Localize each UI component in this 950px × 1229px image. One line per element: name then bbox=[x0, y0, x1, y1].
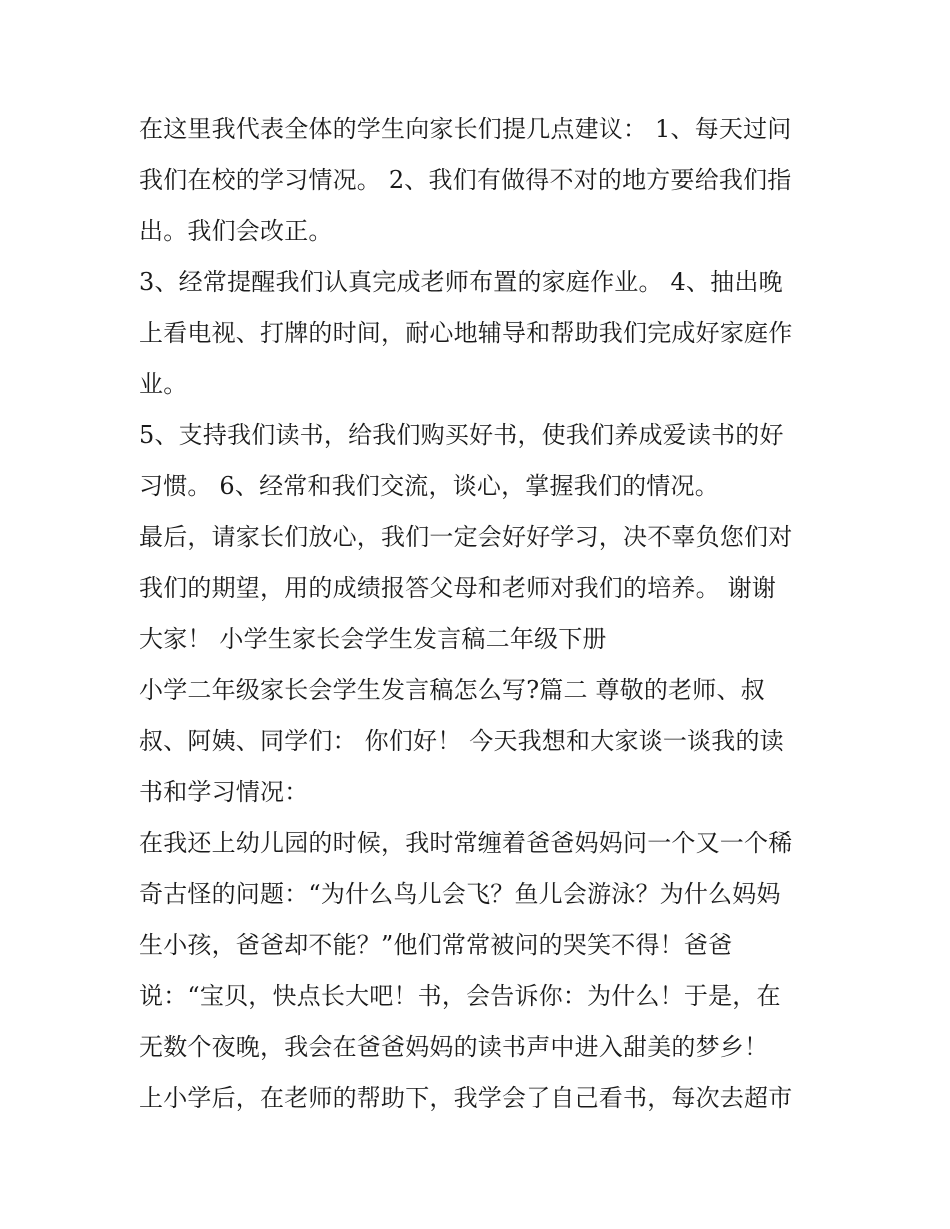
text-line: 叔、阿姨、同学们： 你们好！ 今天我想和大家谈一谈我的读 bbox=[139, 727, 784, 755]
body-text bbox=[139, 104, 819, 1124]
text-line: 我们的期望，用的成绩报答父母和老师对我们的培养。 谢谢 bbox=[139, 574, 777, 602]
text-line: 上看电视、打牌的时间，耐心地辅导和帮助我们完成好家庭作 bbox=[139, 319, 793, 347]
text-line: 我们在校的学习情况。 2、我们有做得不对的地方要给我们指 bbox=[139, 166, 792, 194]
text-line: 说：“宝贝，快点长大吧！书，会告诉你：为什么！于是，在 bbox=[139, 982, 781, 1010]
text-line: 习惯。 6、经常和我们交流，谈心，掌握我们的情况。 bbox=[139, 472, 719, 500]
text-line: 最后，请家长们放心，我们一定会好好学习，决不辜负您们对 bbox=[139, 523, 793, 551]
text-line: 在我还上幼儿园的时候，我时常缠着爸爸妈妈问一个又一个稀 bbox=[139, 829, 793, 857]
text-line: 上小学后，在老师的帮助下，我学会了自己看书，每次去超市 bbox=[139, 1084, 793, 1112]
text-line: 无数个夜晚，我会在爸爸妈妈的读书声中进入甜美的梦乡！ bbox=[139, 1033, 769, 1061]
text-line: 奇古怪的问题：“为什么鸟儿会飞？鱼儿会游泳？为什么妈妈 bbox=[139, 880, 781, 908]
text-line: 业。 bbox=[139, 370, 188, 398]
text-line: 生小孩，爸爸却不能？”他们常常被问的哭笑不得！爸爸 bbox=[139, 931, 733, 959]
text-line: 小学二年级家长会学生发言稿怎么写?篇二 尊敬的老师、叔 bbox=[139, 676, 765, 704]
text-line: 5、支持我们读书，给我们购买好书，使我们养成爱读书的好 bbox=[139, 421, 784, 449]
text-line: 在这里我代表全体的学生向家长们提几点建议： 1、每天过问 bbox=[139, 115, 792, 143]
text-line: 出。我们会改正。 bbox=[139, 217, 333, 245]
text-line: 大家！ 小学生家长会学生发言稿二年级下册 bbox=[139, 625, 607, 653]
text-line: 书和学习情况： bbox=[139, 778, 309, 806]
text-line: 3、经常提醒我们认真完成老师布置的家庭作业。 4、抽出晚 bbox=[139, 268, 783, 296]
